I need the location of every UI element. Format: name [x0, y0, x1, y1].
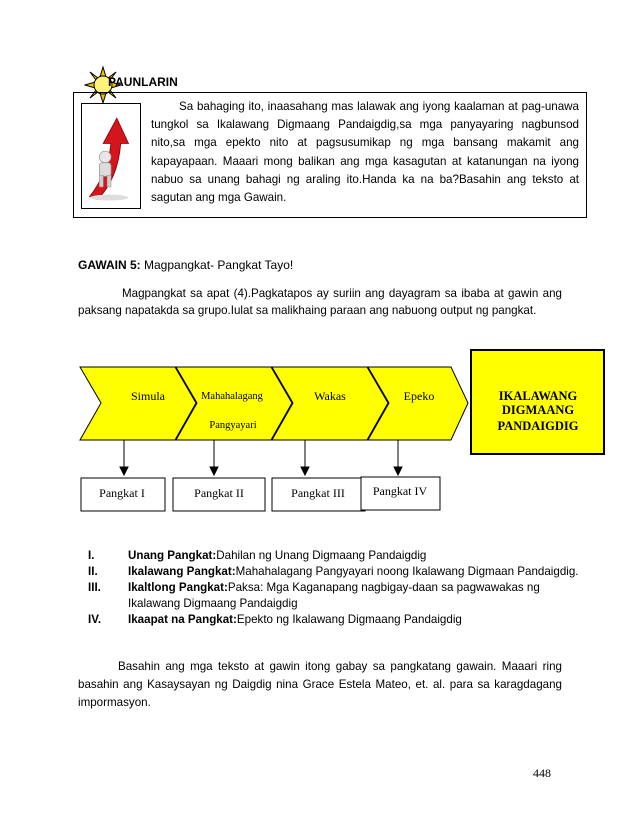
chevron-label: Mahahalagang: [201, 391, 263, 402]
list-text: Dahilan ng Unang Digmaang Pandaigdig: [216, 549, 427, 562]
closing-text: Basahin ang mga teksto at gawin itong gabay sa pangkatang gawain. Maaari ring basahin ang Kasaysayan ng Daigdig nina Grace Estela Mateo, et. al. para sa karagdagang impormasyon.: [78, 660, 562, 709]
list-label: Ikaltlong Pangkat:: [128, 581, 228, 594]
chevron-label: Simula: [130, 389, 166, 403]
final-box-label: DIGMAANG: [501, 403, 575, 417]
gawain-heading: [78, 258, 293, 272]
list-label: Ikaapat na Pangkat:: [128, 613, 237, 626]
list-text: Epekto ng Ikalawang Digmaang Pandaigdig: [236, 613, 462, 626]
intro-text: Sa bahaging ito, inaasahang mas lalawak ang iyong kaalaman at pag-unawa tungkol sa Ikalawang Digmaang Pandaigdig,sa mga panyayaring nagbunsod nito,sa mga epekto nito at pagsusumikap ng mga bansang makamit ang kapayapaan. Maaari mong balikan ang mga kasagutan at katanungan na iyong nabuo sa unang bahagi ng araling ito.Handa ka na ba?Basahin ang teksto at sagutan ang mga Gawain.: [151, 100, 579, 205]
chevron-label: Pangyayari: [209, 420, 257, 431]
list-number: IV.: [88, 613, 102, 626]
final-box-label: PANDAIGDIG: [497, 419, 579, 433]
chevron-label: Wakas: [314, 389, 346, 403]
gawain-instructions: Magpangkat sa apat (4).Pagkatapos ay suriin ang dayagram sa ibaba at gawin ang paksang napatakda sa grupo.Iulat sa malikhaing paraan ang nabuong output ng pangkat.: [78, 287, 562, 317]
growth-arrow-figure-icon: [81, 103, 141, 209]
page-number: 448: [533, 766, 551, 780]
list-item: [80, 564, 580, 580]
list-number: III.: [88, 581, 101, 594]
gawain-label: GAWAIN 5:: [78, 258, 141, 272]
list-text: Mahahalagang Pangyayari noong Ikalawang Digmaan Pandaigdig.: [235, 565, 579, 578]
final-box-label: IKALAWANG: [498, 389, 578, 403]
group-task-list: [80, 548, 580, 628]
process-diagram: [0, 340, 639, 525]
list-number: II.: [88, 565, 98, 578]
list-label: Ikalawang Pangkat:: [128, 565, 236, 578]
group-label: Pangkat I: [99, 486, 145, 500]
list-item: [80, 580, 580, 612]
gawain-title: Magpangkat- Pangkat Tayo!: [144, 258, 294, 272]
list-text: Paksa: Mga Kaganapang nagbigay-daan sa pagwawakas ng Ikalawang Digmaang Pandaigdig: [128, 581, 540, 610]
group-label: Pangkat II: [194, 486, 244, 500]
list-number: I.: [88, 549, 95, 562]
list-item: [80, 548, 580, 564]
list-label: Unang Pangkat:: [128, 549, 217, 562]
chevron-simula: [80, 367, 196, 440]
list-item: [80, 612, 580, 628]
group-label: Pangkat IV: [372, 484, 428, 498]
chevron-label: Epeko: [403, 389, 435, 403]
group-label: Pangkat III: [291, 486, 345, 500]
section-title: PAUNLARIN: [108, 75, 178, 89]
